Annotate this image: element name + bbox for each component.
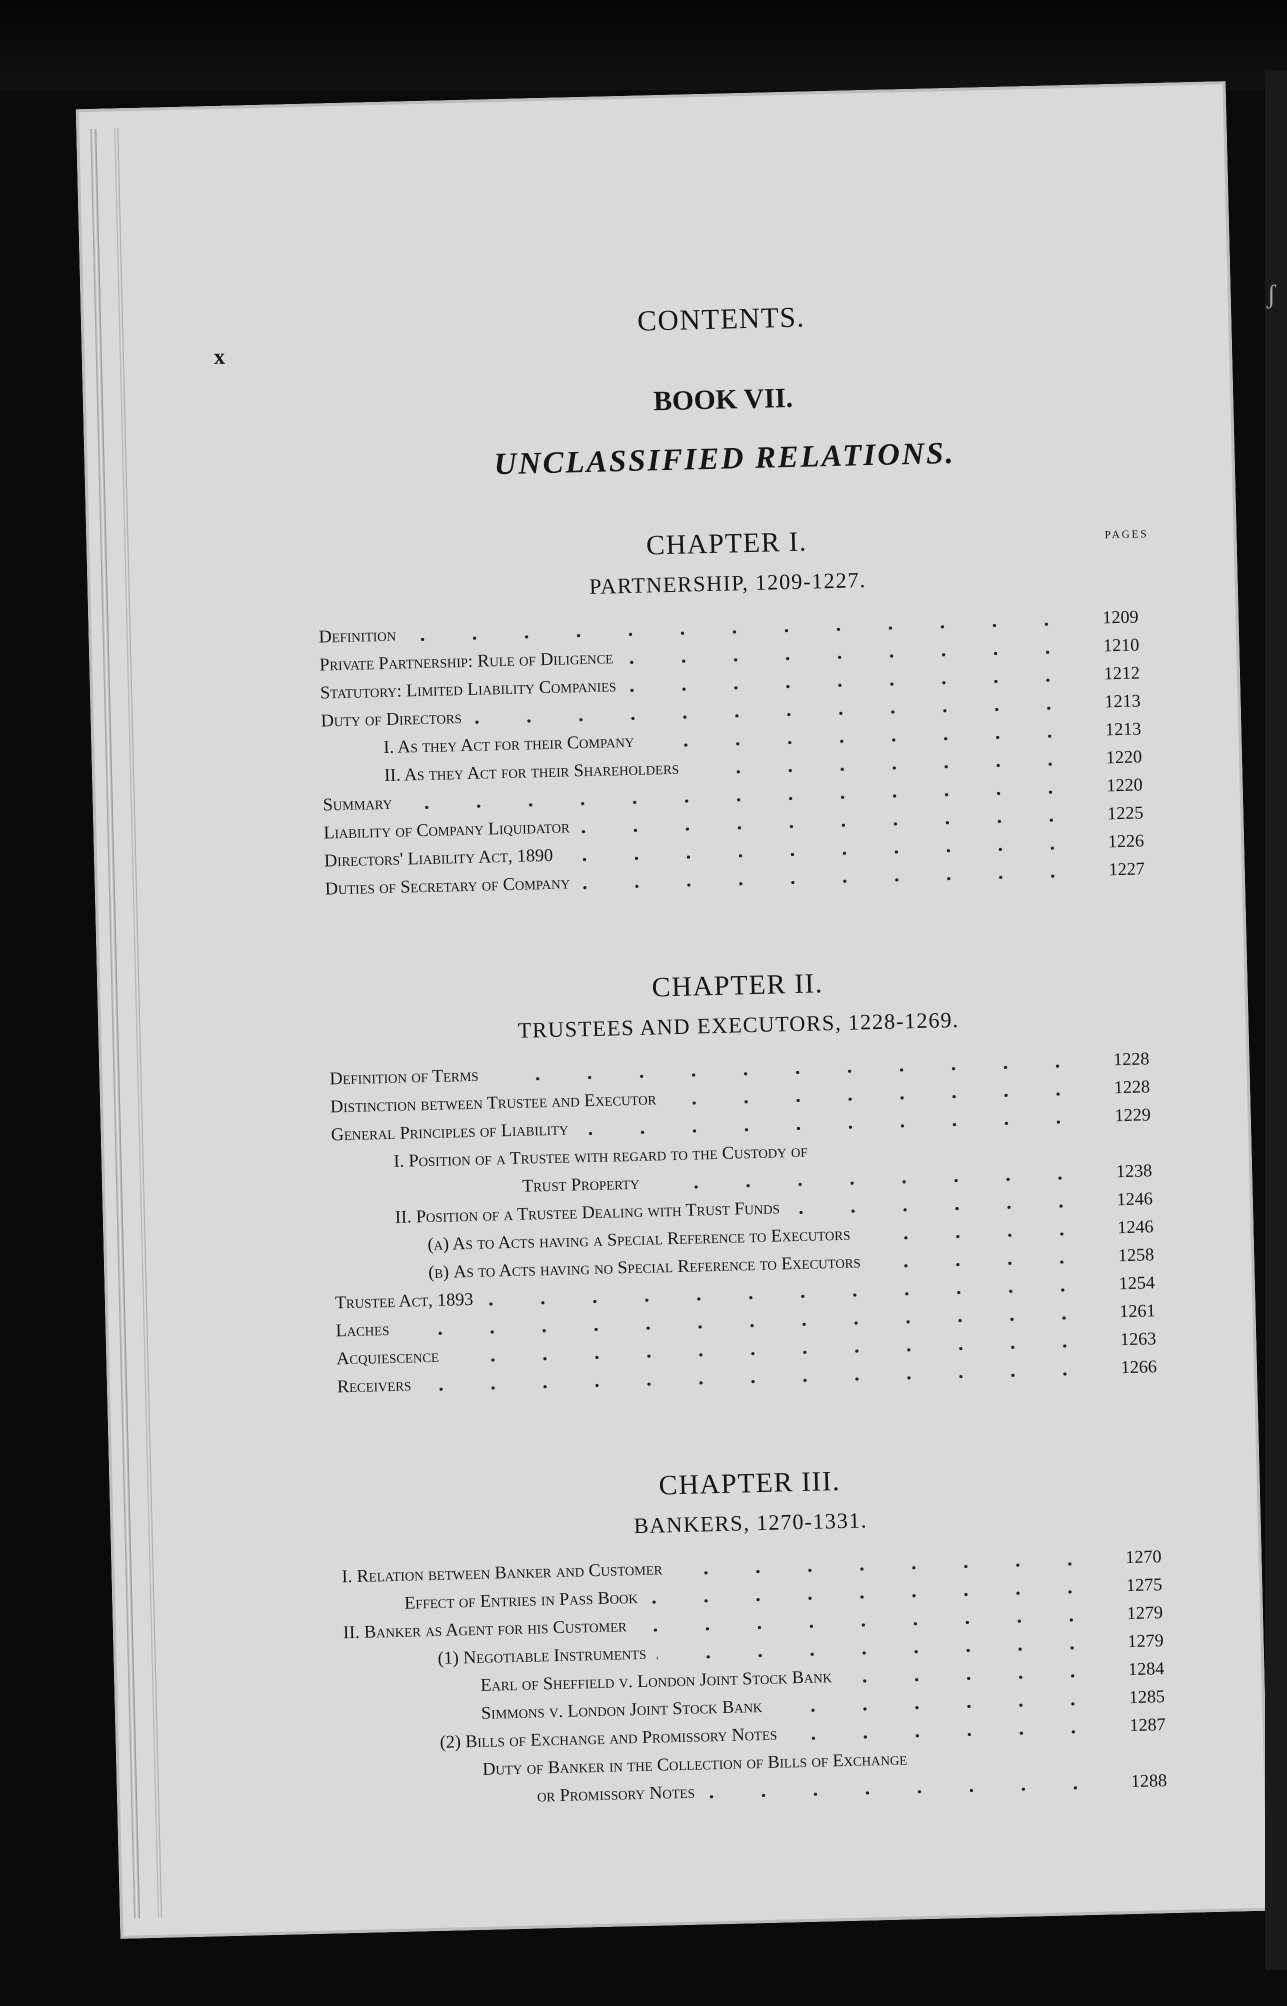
toc-entry-title: (β) As to Acts having no Special Reference to Executors (428, 1251, 861, 1283)
toc-entry-page: 1225 (1107, 802, 1144, 824)
page-edge-inner (114, 128, 162, 1918)
leader-dots (787, 1730, 1100, 1741)
toc-entry-title: II. Position of a Trustee Dealing with Trust Funds (394, 1197, 780, 1227)
toc-entry-title: (a) As to Acts having a Special Reference to Executors (427, 1223, 851, 1255)
toc-entry-title: Earl of Sheffield v. London Joint Stock Bank (480, 1666, 833, 1695)
toc-entry-page: 1288 (1130, 1770, 1168, 1792)
chapter-2 (327, 960, 1157, 1400)
toc-entry-title: Laches (335, 1319, 390, 1341)
pages-label: PAGES (1104, 528, 1149, 542)
toc-entry-title: Duties of Secretary of Company (324, 872, 571, 899)
toc-entry-page: 1210 (1102, 634, 1140, 656)
toc-entry-title: I. As they Act for their Company (383, 730, 635, 757)
book-subtitle: UNCLASSIFIED RELATIONS. (493, 434, 956, 482)
toc-entry-title: Statutory: Limited Liability Companies (319, 675, 617, 703)
chapter-subtitle: BANKERS, 1270-1331. (633, 1507, 868, 1539)
toc-entry-page: 1209 (1102, 606, 1139, 628)
toc-entry-title: Distinction between Trustee and Executor (330, 1088, 657, 1117)
leader-dots (580, 874, 1079, 889)
leader-dots (871, 1260, 1089, 1268)
leader-dots (772, 1702, 1099, 1713)
chapter-subtitle: TRUSTEES AND EXECUTORS, 1228-1269. (517, 1007, 960, 1043)
toc-entry-title: or Promissory Notes (536, 1781, 696, 1806)
toc-entry-page: 1220 (1106, 774, 1143, 796)
toc-entry-title: II. Banker as Agent for his Customer (342, 1615, 627, 1643)
toc-entry-page: 1279 (1126, 1602, 1164, 1624)
toc-entry-page: 1266 (1120, 1356, 1158, 1378)
toc-entry-title: Acquiescence (336, 1345, 440, 1369)
toc-entry-title: Duty of Directors (320, 707, 462, 731)
adjacent-page-strip (1265, 70, 1287, 1970)
toc-entry-page: 1227 (1108, 858, 1145, 880)
toc-entry-title: Summary (322, 792, 393, 815)
toc-entry-page: 1226 (1107, 830, 1145, 852)
scan-background-top (0, 0, 1287, 90)
toc-entry-page: 1275 (1125, 1574, 1163, 1596)
toc-entry-title: Private Partnership: Rule of Diligence (319, 647, 614, 675)
toc-entry-page: 1246 (1116, 1188, 1153, 1210)
chapter-subtitle: PARTNERSHIP, 1209-1227. (588, 567, 867, 599)
toc-entry-page: 1212 (1103, 662, 1141, 684)
toc-entry-page: 1258 (1117, 1244, 1155, 1266)
page-edge-left (90, 129, 140, 1919)
toc-list (341, 1542, 1167, 1814)
leader-dots (842, 1674, 1098, 1683)
toc-entry-page: 1263 (1119, 1328, 1157, 1350)
chapter-3 (339, 1458, 1167, 1814)
toc-entry-title: Effect of Entries in Pass Book (404, 1587, 638, 1613)
chapter-title: CHAPTER III. (658, 1466, 841, 1502)
toc-entry-page: 1213 (1105, 718, 1142, 740)
toc-entry-page: 1213 (1104, 690, 1141, 712)
leader-dots (860, 1232, 1087, 1241)
toc-entry-title: I. Position of a Trustee with regard to the Custody of (393, 1140, 808, 1171)
toc-entry-title: Definition of Terms (329, 1064, 479, 1089)
toc-entry-title: Liability of Company Liquidator (323, 816, 570, 843)
toc-entry-page: 1270 (1125, 1546, 1162, 1568)
toc-entry-page: 1254 (1118, 1272, 1156, 1294)
leader-dots (705, 1786, 1101, 1799)
toc-entry-page: 1228 (1113, 1048, 1150, 1070)
toc-entry-title: Directors' Liability Act, 1890 (323, 844, 554, 871)
page-number: x (213, 343, 226, 370)
toc-entry-page: 1228 (1113, 1076, 1151, 1098)
book-page (76, 81, 1270, 1939)
running-head: CONTENTS. (636, 301, 806, 338)
toc-entry-title: Trustee Act, 1893 (334, 1288, 474, 1313)
toc-entry-title: Duty of Banker in the Collection of Bills of Exchange (482, 1748, 908, 1779)
margin-mark: ʃ (1267, 280, 1276, 309)
toc-entry-page: 1261 (1119, 1300, 1156, 1322)
toc-entry-title: Definition (318, 624, 397, 647)
toc-entry-title: (2) Bills of Exchange and Promissory Notes (439, 1723, 778, 1752)
toc-entry-page: 1279 (1127, 1630, 1164, 1652)
chapter-title: CHAPTER I. (645, 526, 808, 562)
leader-dots (421, 1372, 1091, 1391)
toc-entry-page: 1246 (1117, 1216, 1154, 1238)
chapter-1 (316, 519, 1149, 903)
toc-entry-page: 1284 (1127, 1658, 1165, 1680)
page-content (213, 194, 1168, 1815)
toc-entry-title: I. Relation between Banker and Customer (341, 1558, 663, 1587)
toc-entry-page: 1287 (1129, 1714, 1166, 1736)
toc-list (318, 603, 1145, 903)
toc-entry-title: Simmons v. London Joint Stock Bank (480, 1696, 763, 1723)
toc-entry-title: Trust Property (522, 1172, 640, 1196)
toc-entry-title: Receivers (336, 1374, 412, 1397)
toc-entry-page: 1238 (1115, 1160, 1153, 1182)
chapter-title: CHAPTER II. (651, 968, 824, 1004)
book-title: BOOK VII. (652, 382, 794, 418)
leader-dots (790, 1204, 1087, 1214)
toc-entry-title: General Principles of Liability (330, 1118, 569, 1145)
toc-entry-title: (1) Negotiable Instruments (437, 1642, 647, 1668)
toc-list (329, 1044, 1157, 1400)
toc-entry-page: 1220 (1105, 746, 1143, 768)
toc-entry-page: 1229 (1114, 1104, 1151, 1126)
toc-entry-title: II. As they Act for their Shareholders (383, 757, 680, 785)
toc-entry-page: 1285 (1128, 1686, 1166, 1708)
